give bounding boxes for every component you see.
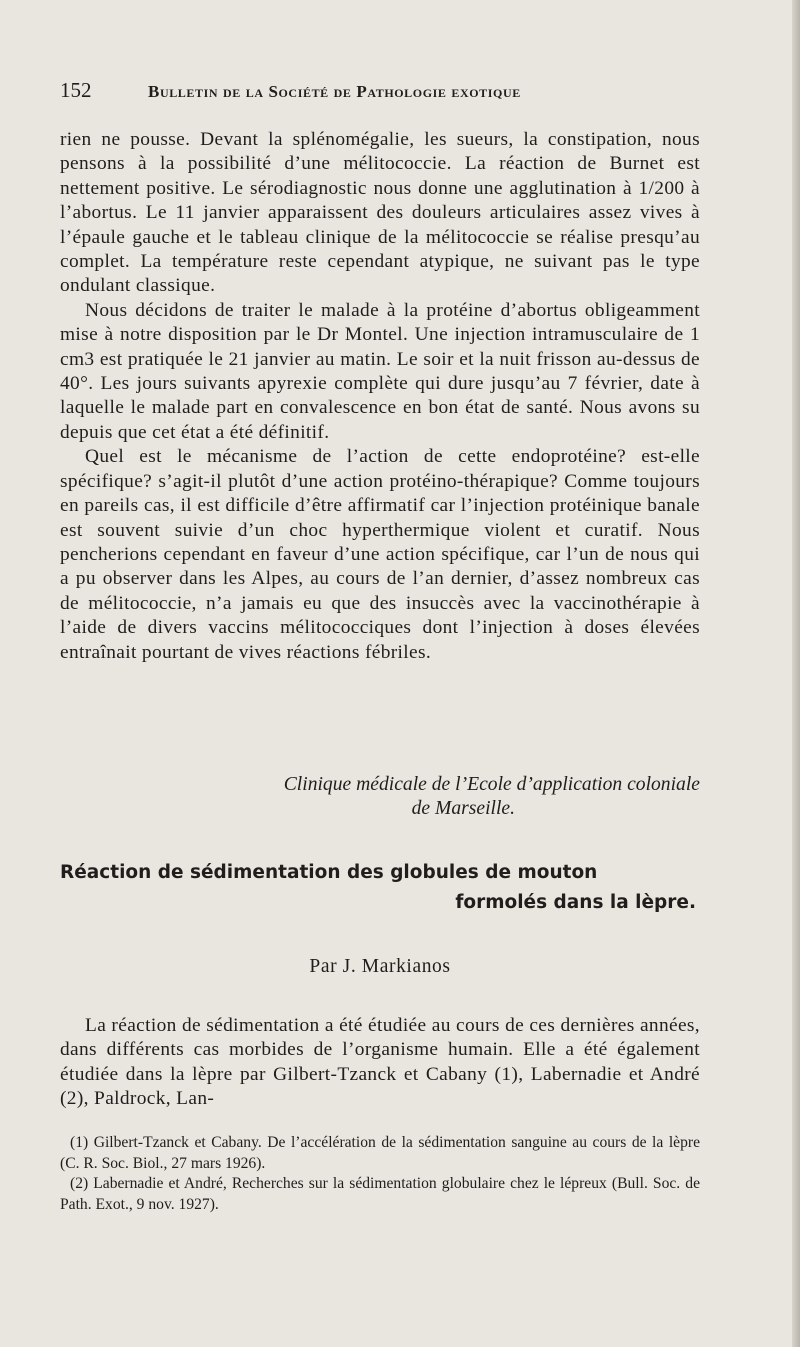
intro-paragraph: La réaction de sédimentation a été étudiée au cours de ces dernières années, dans différents cas morbides de l’organisme humain. Elle a été également étudiée dans la lèpre par Gilbert-Tzanck et Cabany (1), Labernadie et André (2), Paldrock, Lan- [60, 1015, 700, 1110]
page-header [60, 78, 710, 103]
article-intro [60, 1014, 700, 1112]
footnote-2: (2) Labernadie et André, Recherches sur la sédimentation globulaire chez le lépreux (Bull. Soc. de Path. Exot., 9 nov. 1927). [60, 1175, 700, 1213]
affiliation-signature [60, 773, 700, 822]
footnotes [60, 1133, 700, 1215]
article-title [60, 858, 696, 918]
running-head: Bulletin de la Société de Pathologie exotique [148, 82, 521, 101]
footnote-1: (1) Gilbert-Tzanck et Cabany. De l’accélération de la sédimentation sanguine au cours de la lèpre (C. R. Soc. Biol., 27 mars 1926). [60, 1134, 700, 1172]
title-line-2: formolés dans la lèpre. [455, 892, 696, 913]
page-edge [792, 0, 800, 1347]
body-paragraph-2: Nous décidons de traiter le malade à la protéine d’abortus obligeamment mise à notre disposition par le Dr Montel. Une injection intramusculaire de 1 cm3 est pratiquée le 21 janvier au matin. Le soir et la nuit frisson au-dessus de 40°. Les jours suivants apyrexie complète qui dure jusqu’au 7 février, date à laquelle le malade part en convalescence en bon état de santé. Nous avons su depuis que cet état a été définitif. [60, 299, 700, 443]
title-line-1: Réaction de sédimentation des globules de mouton [60, 862, 598, 883]
page-number: 152 [60, 78, 92, 102]
article-continuation [60, 128, 700, 665]
byline: Par J. Markianos [309, 956, 451, 977]
signature-line-1: Clinique médicale de l’Ecole d’application coloniale [283, 774, 700, 795]
body-paragraph-1: rien ne pousse. Devant la splénomégalie, les sueurs, la constipation, nous pensons à la possibilité d’une mélitococcie. La réaction de Burnet est nettement positive. Le sérodiagnostic nous donne une agglutination à 1/200 à l’abortus. Le 11 janvier apparaissent des douleurs articulaires assez vives à l’épaule gauche et le tableau clinique de la mélitococcie se réalise presqu’au complet. La température reste cependant atypique, ne suivant pas le type ondulant classique. [60, 129, 700, 297]
signature-line-2: de Marseille. [411, 798, 515, 820]
body-paragraph-3: Quel est le mécanisme de l’action de cette endoprotéine? est-elle spécifique? s’agit-il plutôt d’une action protéino-thérapique? Comme toujours en pareils cas, il est difficile d’être affirmatif car l’injection protéinique banale est souvent suivie d’un choc hyperthermique violent et curatif. Nous pencherions cependant en faveur d’une action spécifique, car l’un de nous qui a pu observer dans les Alpes, au cours de l’an dernier, d’assez nombreux cas de mélitococcie, n’a jamais eu que des insuccès avec la vaccinothérapie à l’aide de divers vaccins mélitococciques dont l’injection à doses élevées entraînait pourtant de vives réactions fébriles. [60, 446, 700, 663]
